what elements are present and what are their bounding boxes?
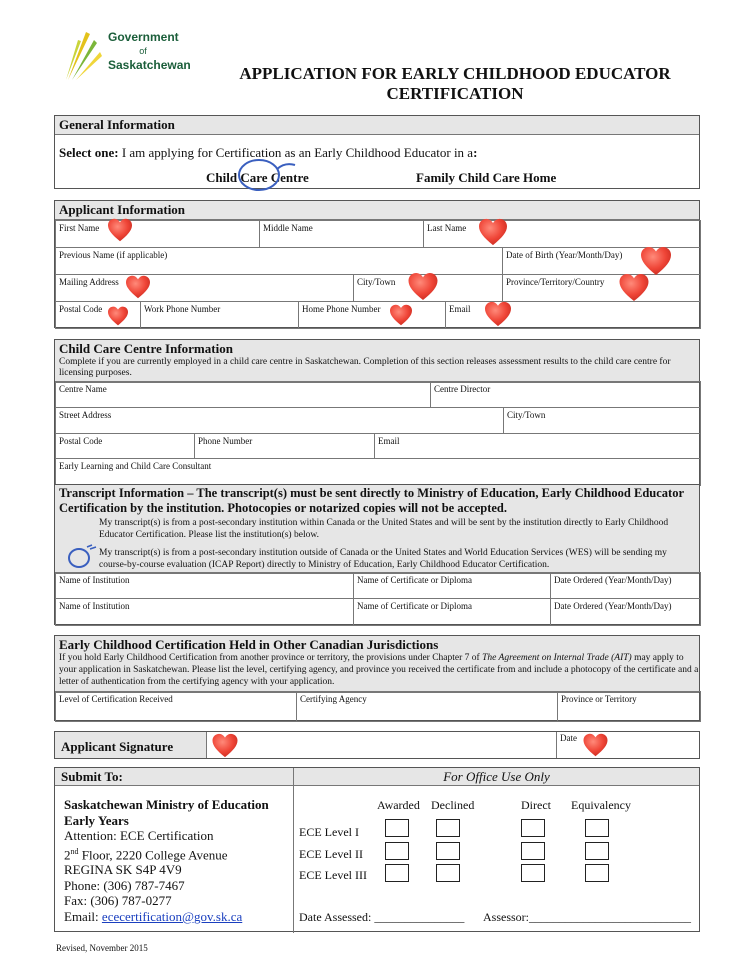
direct-checkbox-level-1[interactable] — [521, 819, 545, 837]
institution-label: Name of Institution — [59, 575, 130, 585]
declined-checkbox-level-2[interactable] — [436, 842, 460, 860]
submit-address-block — [64, 797, 269, 924]
jurisdictions-header: Early Childhood Certification Held in Other Canadian Jurisdictions — [59, 637, 439, 652]
date-ordered-field-2[interactable] — [550, 598, 701, 626]
centre-header-block — [55, 340, 699, 383]
jurisdiction-province-field[interactable] — [557, 691, 701, 722]
first-name-field[interactable] — [55, 220, 260, 248]
transcript-option-1[interactable]: My transcript(s) is from a post-secondary institution within Canada or the United States and will be sent by the institution directly to Early Childhood Educator Certification. Please list the institution(s) below. — [99, 518, 669, 540]
heart-icon — [618, 273, 650, 302]
ece-level-2-label: ECE Level II — [299, 847, 363, 861]
jurisdictions-description — [59, 652, 699, 688]
centre-street-label: Street Address — [59, 410, 112, 420]
awarded-column-label: Awarded — [377, 798, 420, 812]
applicant-information-header: Applicant Information — [55, 201, 699, 220]
certifying-agency-field[interactable] — [296, 691, 558, 722]
date-assessed-field[interactable]: Date Assessed: _______________ — [299, 910, 465, 924]
date-ordered-label: Date Ordered (Year/Month/Day) — [554, 601, 672, 611]
logo-line-government: Government — [108, 30, 179, 44]
centre-postal-label: Postal Code — [59, 436, 103, 446]
circle-selection-icon — [65, 541, 101, 569]
form-title — [200, 64, 710, 104]
jurisdictions-desc-b: may apply to your application in Saskatchewan. Please list the level, certifying agency, and province you received the certificate from and include a photocopy of the certificate and a letter of authentication from the certifying agency with your application. — [59, 653, 699, 687]
email-line-label: Email: — [64, 908, 102, 924]
centre-phone-field[interactable] — [194, 433, 375, 459]
certificate-field-1[interactable] — [353, 572, 551, 599]
logo-line-saskatchewan: Saskatchewan — [108, 58, 191, 72]
last-name-field[interactable] — [423, 220, 701, 248]
centre-information-header: Child Care Centre Information — [59, 341, 233, 356]
date-ordered-field-1[interactable] — [550, 572, 701, 599]
certificate-label: Name of Certificate or Diploma — [357, 575, 472, 585]
submit-to-header: Submit To: — [61, 769, 123, 784]
equivalency-checkbox-level-2[interactable] — [585, 842, 609, 860]
office-use-header: For Office Use Only — [443, 769, 550, 784]
centre-description: Complete if you are currently employed in a child care centre in Saskatchewan. Completion of this section releases assessment results to the child care centre for licensing purposes. — [59, 357, 671, 378]
centre-director-label: Centre Director — [434, 384, 491, 394]
centre-director-field[interactable] — [430, 381, 701, 408]
centre-street-field[interactable] — [55, 407, 504, 434]
jurisdictions-header-block — [55, 636, 699, 693]
applicant-signature-label: Applicant Signature — [61, 739, 174, 754]
floor-line — [64, 844, 269, 863]
centre-city-label: City/Town — [507, 410, 546, 420]
centre-name-field[interactable] — [55, 381, 431, 408]
select-one-colon: : — [473, 145, 478, 160]
floor-suffix: nd — [70, 846, 79, 856]
heart-icon — [407, 272, 439, 301]
option-child-care-centre[interactable]: Child Care Centre — [206, 170, 309, 185]
general-information-section — [54, 115, 700, 189]
awarded-checkbox-level-1[interactable] — [385, 819, 409, 837]
logo-line-of: of — [139, 46, 147, 56]
jurisdiction-province-label: Province or Territory — [561, 694, 637, 704]
direct-checkbox-level-3[interactable] — [521, 864, 545, 882]
institution-field-2[interactable] — [55, 598, 354, 626]
direct-checkbox-level-2[interactable] — [521, 842, 545, 860]
heart-icon — [211, 733, 239, 758]
certificate-label: Name of Certificate or Diploma — [357, 601, 472, 611]
heart-icon — [478, 218, 508, 246]
home-phone-field[interactable] — [298, 301, 446, 329]
signature-label-cell — [55, 732, 207, 758]
postal-code-label: Postal Code — [59, 304, 103, 314]
certificate-field-2[interactable] — [353, 598, 551, 626]
centre-phone-label: Phone Number — [198, 436, 253, 446]
email-label: Email — [449, 304, 471, 314]
first-name-label: First Name — [59, 223, 100, 233]
previous-name-label: Previous Name (if applicable) — [59, 250, 168, 260]
revision-note: Revised, November 2015 — [56, 943, 148, 953]
equivalency-column-label: Equivalency — [571, 798, 631, 812]
middle-name-label: Middle Name — [263, 223, 313, 233]
signature-divider — [556, 732, 557, 758]
declined-column-label: Declined — [431, 798, 475, 812]
institution-label: Name of Institution — [59, 601, 130, 611]
wheat-logo-icon — [64, 26, 104, 82]
heart-icon — [582, 733, 609, 757]
declined-checkbox-level-1[interactable] — [436, 819, 460, 837]
middle-name-field[interactable] — [259, 220, 424, 248]
email-link[interactable]: ececertification@gov.sk.ca — [101, 908, 243, 924]
certification-level-field[interactable] — [55, 691, 297, 722]
direct-column-label: Direct — [521, 798, 551, 812]
city-town-label: City/Town — [357, 277, 396, 287]
fax-line: Fax: (306) 787-0277 — [64, 893, 172, 909]
jurisdictions-desc-italic: The Agreement on Internal Trade (AIT) — [482, 653, 632, 663]
date-of-birth-label: Date of Birth (Year/Month/Day) — [506, 250, 623, 260]
centre-email-field[interactable] — [374, 433, 701, 459]
ece-level-1-label: ECE Level I — [299, 825, 359, 839]
phone-line: Phone: (306) 787-7467 — [64, 877, 185, 893]
branch-name: Early Years — [64, 812, 129, 828]
mailing-address-label: Mailing Address — [59, 277, 119, 287]
ece-level-3-label: ECE Level III — [299, 868, 367, 882]
certifying-agency-label: Certifying Agency — [300, 694, 367, 704]
city-line: REGINA SK S4P 4V9 — [64, 862, 182, 878]
province-field[interactable] — [502, 274, 701, 302]
heart-icon — [640, 246, 672, 276]
circle-selection-icon — [235, 156, 307, 192]
submit-divider — [293, 768, 294, 933]
option-family-child-care-home[interactable]: Family Child Care Home — [416, 170, 557, 185]
submit-office-section — [54, 767, 700, 932]
select-one-label: Select one: — [59, 145, 119, 160]
certification-level-label: Level of Certification Received — [59, 694, 173, 704]
consultant-field[interactable] — [55, 458, 701, 486]
work-phone-field[interactable] — [140, 301, 299, 329]
signature-field[interactable] — [207, 732, 556, 758]
work-phone-label: Work Phone Number — [144, 304, 221, 314]
child-care-centre-section — [54, 339, 700, 485]
awarded-checkbox-level-2[interactable] — [385, 842, 409, 860]
jurisdictions-desc-a: If you hold Early Childhood Certification from another province or territory, the provisions under Chapter 7 of — [59, 653, 483, 663]
select-one-text: I am applying for Certification as an Early Childhood Educator in a — [118, 145, 474, 160]
heart-icon — [125, 275, 151, 299]
heart-icon — [484, 301, 512, 327]
consultant-label: Early Learning and Child Care Consultant — [59, 461, 212, 471]
heart-icon — [107, 306, 129, 326]
title-line-1: APPLICATION FOR EARLY CHILDHOOD EDUCATOR — [239, 64, 671, 83]
equivalency-checkbox-level-3[interactable] — [585, 864, 609, 882]
attention-line: Attention: ECE Certification — [64, 828, 214, 843]
floor-street: Floor, 2220 College Avenue — [78, 846, 228, 862]
title-line-2: CERTIFICATION — [386, 84, 524, 103]
assessor-field[interactable]: Assessor:___________________________ — [483, 910, 692, 924]
transcript-header: Transcript Information – The transcript(s) must be sent directly to Ministry of Education, Early Childhood Educator Certification by the institution. Photocopies or notarized copies will not be accepted. — [59, 486, 684, 515]
equivalency-checkbox-level-1[interactable] — [585, 819, 609, 837]
heart-icon — [389, 304, 413, 326]
government-logo — [64, 24, 194, 84]
floor-number: 2 — [64, 846, 71, 862]
centre-postal-field[interactable] — [55, 433, 195, 459]
applicant-information-section — [54, 200, 700, 328]
general-information-header: General Information — [55, 116, 699, 135]
institution-field-1[interactable] — [55, 572, 354, 599]
transcript-option-2[interactable]: My transcript(s) is from a post-secondary institution outside of Canada or the United States and World Education Services (WES) will be sending my course-by-course evaluation (ICAP Report) directly to Ministry of Education, Early Childhood Educator Certification. — [99, 548, 667, 570]
jurisdictions-section — [54, 635, 700, 721]
awarded-checkbox-level-3[interactable] — [385, 864, 409, 882]
declined-checkbox-level-3[interactable] — [436, 864, 460, 882]
transcript-information-section — [54, 484, 700, 625]
ministry-name: Saskatchewan Ministry of Education — [64, 797, 269, 812]
centre-name-label: Centre Name — [59, 384, 107, 394]
transcript-header-block — [55, 485, 699, 574]
email-line — [64, 909, 269, 925]
home-phone-label: Home Phone Number — [302, 304, 381, 314]
heart-icon — [107, 218, 133, 242]
centre-email-label: Email — [378, 436, 400, 446]
date-ordered-label: Date Ordered (Year/Month/Day) — [554, 575, 672, 585]
last-name-label: Last Name — [427, 223, 467, 233]
previous-name-field[interactable] — [55, 247, 503, 275]
province-label: Province/Territory/Country — [506, 277, 605, 287]
centre-city-field[interactable] — [503, 407, 701, 434]
signature-date-label: Date — [560, 733, 577, 743]
mailing-address-field[interactable] — [55, 274, 354, 302]
